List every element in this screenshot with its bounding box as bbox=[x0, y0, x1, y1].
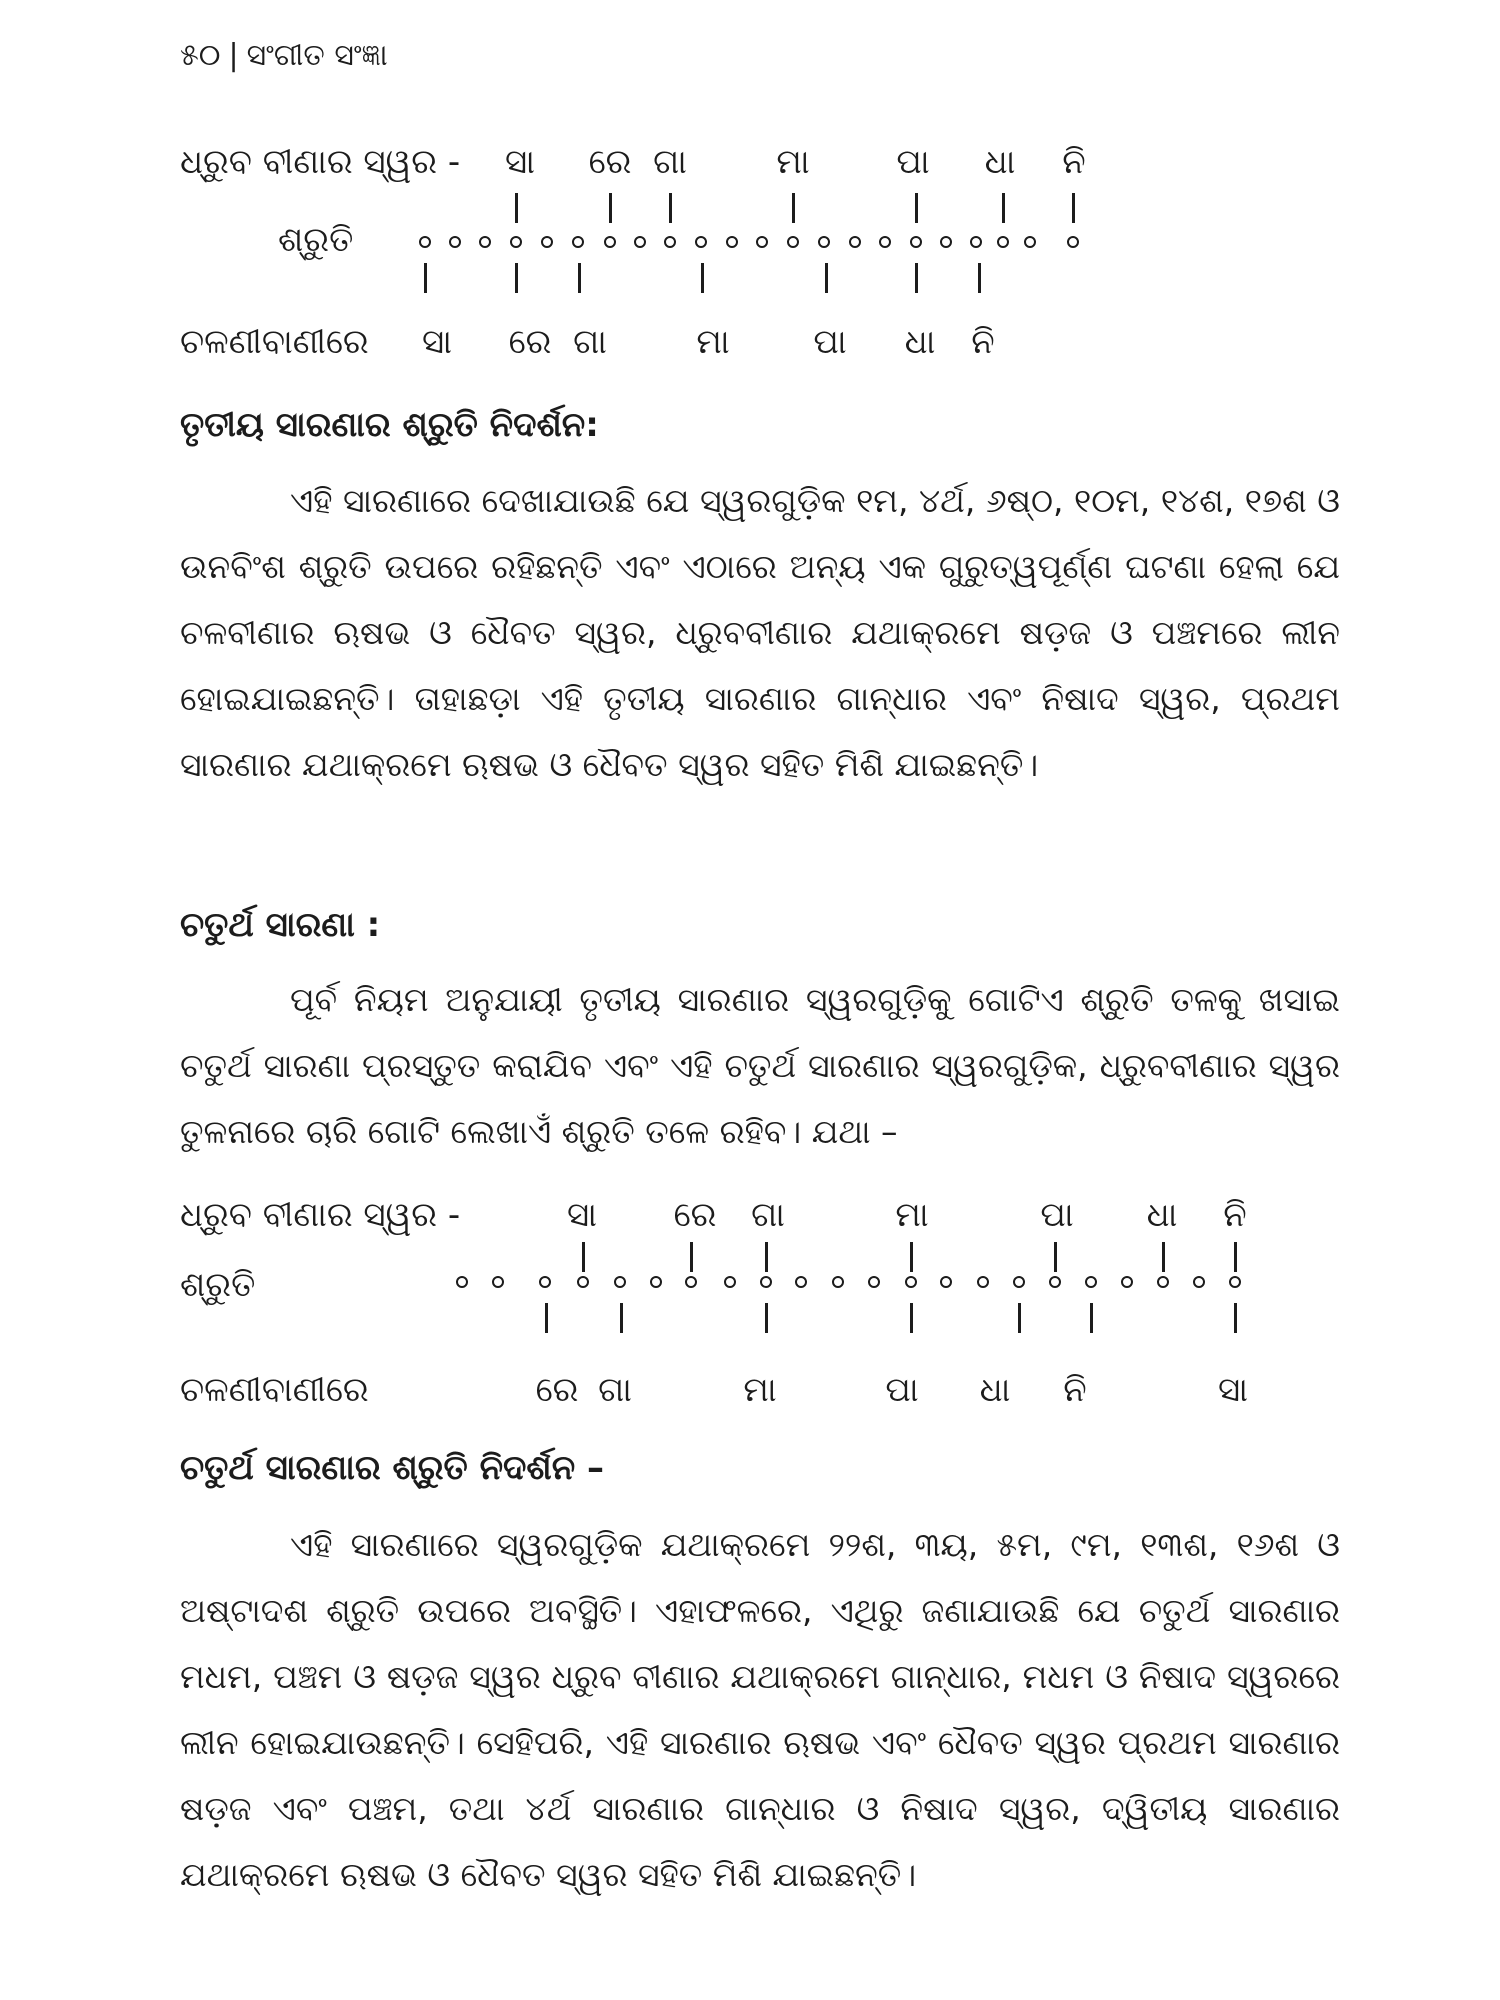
chal-note-pa: ପା bbox=[813, 322, 847, 362]
chal-note-pa: ପା bbox=[885, 1370, 919, 1410]
chal-note-re: ରେ bbox=[508, 322, 552, 362]
chal-note-dha: ଧା bbox=[979, 1370, 1011, 1410]
dhruv-note-dha: ଧା bbox=[984, 142, 1016, 182]
shruti-tick bbox=[620, 1303, 623, 1333]
page-number: ୫୦ bbox=[180, 38, 221, 73]
chal-note-ni: ନି bbox=[971, 322, 995, 362]
chal-note-ga: ଗା bbox=[598, 1370, 632, 1410]
dhruv-note-ma: ମା bbox=[776, 142, 810, 182]
dhruv-veena-label: ଧ୍ରୁବ ବୀଣାର ସ୍ୱର - bbox=[180, 142, 461, 182]
chal-note-sa: ସା bbox=[1218, 1370, 1248, 1410]
dhruv-note-re: ରେ bbox=[673, 1195, 717, 1235]
shruti-label: ଶ୍ରୁତି bbox=[180, 1265, 256, 1305]
dhruv-note-ma: ମା bbox=[895, 1195, 929, 1235]
shruti-tick bbox=[910, 1303, 913, 1333]
book-title: ସଂଗୀତ ସଂଜ୍ଞା bbox=[246, 38, 388, 73]
chal-note-dha: ଧା bbox=[904, 322, 936, 362]
shruti-tick bbox=[545, 1303, 548, 1333]
section-heading-fourth-sarana: ଚତୁର୍ଥ ସାରଣା : bbox=[180, 905, 381, 945]
dhruv-note-sa: ସା bbox=[567, 1195, 597, 1235]
header-separator: | bbox=[228, 38, 239, 73]
shruti-tick bbox=[1090, 1303, 1093, 1333]
dhruv-note-pa: ପା bbox=[1040, 1195, 1074, 1235]
chal-note-ga: ଗା bbox=[573, 322, 607, 362]
dhruv-note-ga: ଗା bbox=[751, 1195, 785, 1235]
chal-note-ma: ମା bbox=[743, 1370, 777, 1410]
shruti-tick bbox=[1234, 1303, 1237, 1333]
dhruv-veena-label: ଧ୍ରୁବ ବୀଣାର ସ୍ୱର - bbox=[180, 1195, 461, 1235]
shruti-tick bbox=[765, 1303, 768, 1333]
chal-note-re: ରେ bbox=[535, 1370, 579, 1410]
section-heading-fourth-sarana-nidarshan: ଚତୁର୍ଥ ସାରଣାର ଶ୍ରୁତି ନିଦର୍ଶନ – bbox=[180, 1448, 604, 1488]
paragraph-third-sarana: ଏହି ସାରଣାରେ ଦେଖାଯାଉଛି ଯେ ସ୍ୱରଗୁଡ଼ିକ ୧ମ, ୪ର୍ଥ, ୬ଷ୍ଠ, ୧୦ମ, ୧୪ଶ, ୧୭ଶ ଓ ଉନବିଂଶ ଶ୍ରୁତି ଉପରେ ରହିଛନ୍ତି ଏବଂ ଏଠାରେ ଅନ୍ୟ ଏକ ଗୁରୁତ୍ୱପୂର୍ଣ୍ଣ ଘଟଣା ହେଲା ଯେ ଚଳବୀଣାର ଋଷଭ ଓ ଧୈବତ ସ୍ୱର, ଧ୍ରୁବବୀଣାର ଯଥାକ୍ରମେ ଷଡ଼ଜ ଓ ପଞ୍ଚମରେ ଲୀନ ହୋଇଯାଇଛନ୍ତି। ତାହାଛଡ଼ା ଏହି ତୃତୀୟ ସାରଣାର ଗାନ୍ଧାର ଏବଂ ନିଷାଦ ସ୍ୱର, ପ୍ରଥମ ସାରଣାର ଯଥାକ୍ରମେ ଋଷଭ ଓ ଧୈବତ ସ୍ୱର ସହିତ ମିଶି ଯାଇଛନ୍ତି। bbox=[180, 481, 1340, 784]
chal-veena-label: ଚଳଣୀବାଣୀରେ bbox=[180, 322, 369, 362]
chal-note-ni: ନି bbox=[1063, 1370, 1087, 1410]
dhruv-note-ni: ନି bbox=[1223, 1195, 1247, 1235]
chal-note-ma: ମା bbox=[696, 322, 730, 362]
paragraph-fourth-sarana: ପୂର୍ବ ନିୟମ ଅନୁଯାୟୀ ତୃତୀୟ ସାରଣାର ସ୍ୱରଗୁଡ଼ିକୁ ଗୋଟିଏ ଶ୍ରୁତି ତଳକୁ ଖସାଇ ଚତୁର୍ଥ ସାରଣା ପ୍ରସ୍ତୁତ କରାଯିବ ଏବଂ ଏହି ଚତୁର୍ଥ ସାରଣାର ସ୍ୱରଗୁଡ଼ିକ, ଧ୍ରୁବବୀଣାର ସ୍ୱର ତୁଳନାରେ ଚାରି ଗୋଟି ଲେଖାଏଁ ଶ୍ରୁତି ତଳେ ରହିବ। ଯଥା – bbox=[180, 980, 1340, 1151]
chal-note-sa: ସା bbox=[422, 322, 452, 362]
dhruv-note-sa: ସା bbox=[505, 142, 535, 182]
dhruv-note-re: ରେ bbox=[588, 142, 632, 182]
dhruv-note-ga: ଗା bbox=[653, 142, 687, 182]
shruti-label: ଶ୍ରୁତି bbox=[278, 220, 354, 260]
section-heading-third-sarana: ତୃତୀୟ ସାରଣାର ଶ୍ରୁତି ନିଦର୍ଶନ: bbox=[180, 405, 599, 445]
chal-veena-label: ଚଳଣୀବାଣୀରେ bbox=[180, 1370, 369, 1410]
dhruv-note-dha: ଧା bbox=[1146, 1195, 1178, 1235]
paragraph-fourth-sarana-nidarshan: ଏହି ସାରଣାରେ ସ୍ୱରଗୁଡ଼ିକ ଯଥାକ୍ରମେ ୨୨ଶ, ୩ୟ, ୫ମ, ୯ମ, ୧୩ଶ, ୧୬ଶ ଓ ଅଷ୍ଟାଦଶ ଶ୍ରୁତି ଉପରେ ଅବସ୍ଥିତି। ଏହାଫଳରେ, ଏଥିରୁ ଜଣାଯାଉଛି ଯେ ଚତୁର୍ଥ ସାରଣାର ମଧମ, ପଞ୍ଚମ ଓ ଷଡ଼ଜ ସ୍ୱର ଧ୍ରୁବ ବୀଣାର ଯଥାକ୍ରମେ ଗାନ୍ଧାର, ମଧମ ଓ ନିଷାଦ ସ୍ୱରରେ ଲୀନ ହୋଇଯାଉଛନ୍ତି। ସେହିପରି, ଏହି ସାରଣାର ଋଷଭ ଏବଂ ଧୈବତ ସ୍ୱର ପ୍ରଥମ ସାରଣାର ଷଡ଼ଜ ଏବଂ ପଞ୍ଚମ, ତଥା ୪ର୍ଥ ସାରଣାର ଗାନ୍ଧାର ଓ ନିଷାଦ ସ୍ୱର, ଦ୍ୱିତୀୟ ସାରଣାର ଯଥାକ୍ରମେ ଋଷଭ ଓ ଧୈବତ ସ୍ୱର ସହିତ ମିଶି ଯାଇଛନ୍ତି। bbox=[180, 1525, 1340, 1894]
shruti-tick bbox=[1018, 1303, 1021, 1333]
dhruv-note-ni: ନି bbox=[1062, 142, 1086, 182]
dhruv-note-pa: ପା bbox=[896, 142, 930, 182]
